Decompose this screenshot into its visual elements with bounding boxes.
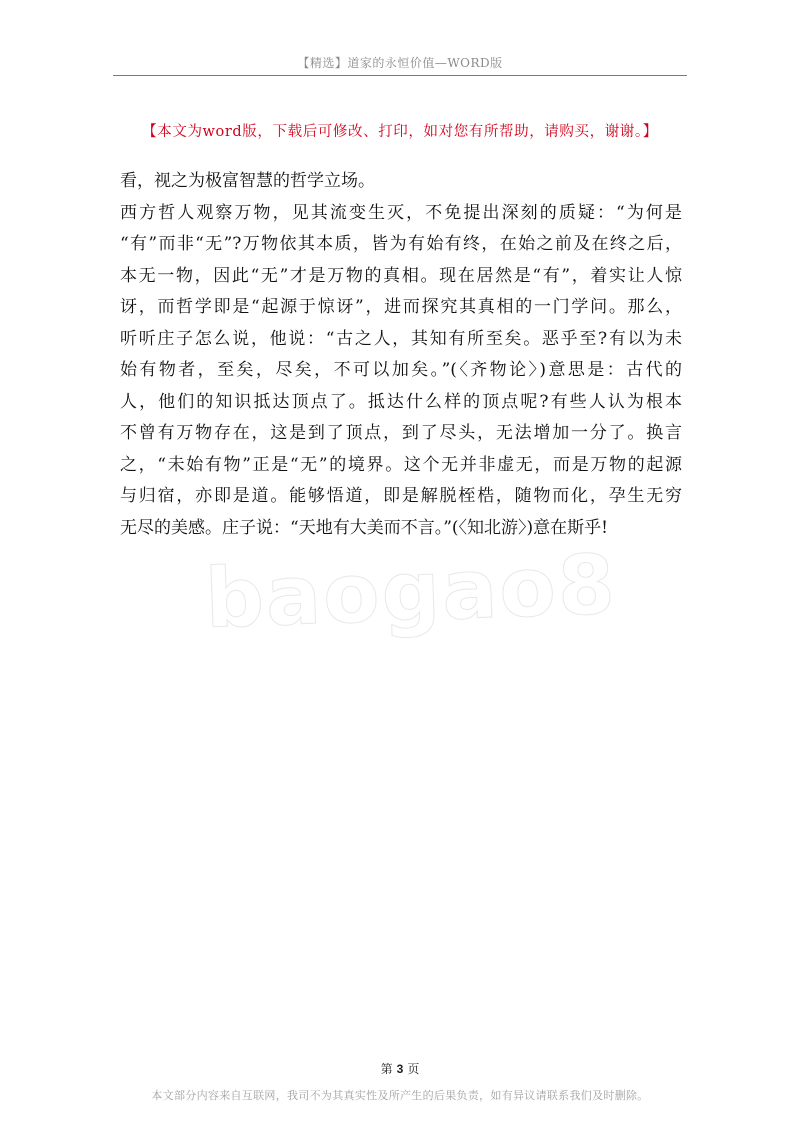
footer-disclaimer: 本文部分内容来自互联网，我司不为其真实性及所产生的后果负责，如有异议请联系我们及时删除。 xyxy=(151,1089,649,1102)
download-notice: 【本文为word版，下载后可修改、打印，如对您有所帮助，请购买，谢谢。】 xyxy=(142,124,658,140)
body-line: 西方哲人观察万物，见其流变生灭，不免提出深刻的质疑：“为何是 xyxy=(120,202,682,223)
body-line: 讶，而哲学即是“起源于惊讶”，进而探究其真相的一门学问。那么， xyxy=(120,297,682,317)
header-divider xyxy=(113,75,687,76)
page-suffix: 页 xyxy=(407,1062,420,1076)
body-line: “有”而非“无”?万物依其本质，皆为有始有终，在始之前及在终之后， xyxy=(120,234,682,254)
page-number xyxy=(0,1060,800,1077)
body-line: 听听庄子怎么说，他说：“古之人，其知有所至矣。恶乎至?有以为未 xyxy=(120,328,682,349)
header-title: 【精选】道家的永恒价值—WORD版 xyxy=(297,56,503,70)
body-line: 看，视之为极富智慧的哲学立场。 xyxy=(120,171,375,191)
watermark: baogao8 xyxy=(203,537,619,647)
body-text xyxy=(120,166,682,544)
body-line: 始有物者，至矣，尽矣，不可以加矣。”(〈齐物论〉)意思是：古代的 xyxy=(120,360,682,380)
body-line: 人，他们的知识抵达顶点了。抵达什么样的顶点呢?有些人认为根本 xyxy=(120,391,682,412)
page-number-value: 3 xyxy=(396,1062,404,1076)
body-line: 与归宿，亦即是道。能够悟道，即是解脱桎梏，随物而化，孕生无穷 xyxy=(120,486,682,506)
body-line: 无尽的美感。庄子说：“天地有大美而不言。”(〈知北游〉)意在斯乎! xyxy=(120,517,608,538)
body-line: 本无一物，因此“无”才是万物的真相。现在居然是“有”，着实让人惊 xyxy=(120,265,682,286)
body-line: 之，“未始有物”正是“无”的境界。这个无并非虚无，而是万物的起源 xyxy=(120,454,682,475)
body-line: 不曾有万物存在，这是到了顶点，到了尽头，无法增加一分了。换言 xyxy=(120,423,682,443)
page-prefix: 第 xyxy=(380,1062,393,1076)
